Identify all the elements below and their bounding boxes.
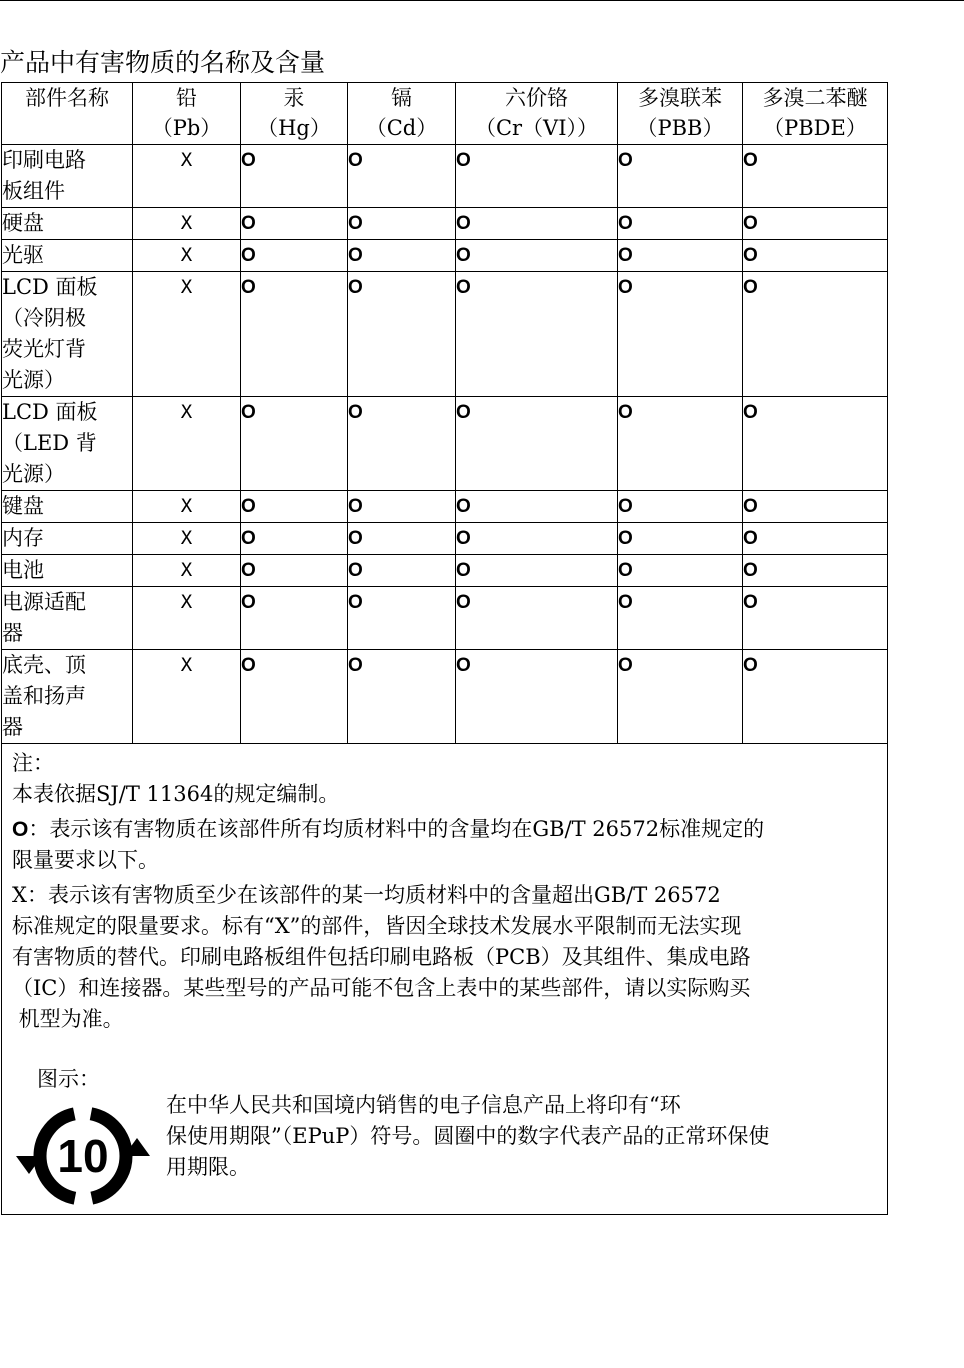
figure-label: 图示： bbox=[37, 1067, 100, 1091]
epup-recycle-icon bbox=[14, 1094, 152, 1214]
substance-mark-cr: O bbox=[456, 397, 618, 491]
substance-mark-cd: O bbox=[348, 145, 456, 208]
substance-mark-cd: O bbox=[348, 555, 456, 587]
substance-mark-pb: X bbox=[133, 272, 241, 397]
substance-mark-pb: X bbox=[133, 491, 241, 523]
substance-mark-pbb: O bbox=[618, 208, 743, 240]
substance-mark-pb: X bbox=[133, 587, 241, 650]
substance-mark-cd: O bbox=[348, 240, 456, 272]
table-row bbox=[2, 555, 888, 587]
substance-mark-cd: O bbox=[348, 272, 456, 397]
part-name-cell: 电源适配 器 bbox=[2, 587, 133, 650]
part-name-cell: 光驱 bbox=[2, 240, 133, 272]
o-symbol: O bbox=[12, 818, 29, 841]
substance-mark-hg: O bbox=[241, 240, 348, 272]
substance-mark-pbde: O bbox=[743, 272, 888, 397]
table-row bbox=[2, 272, 888, 397]
table-row bbox=[2, 523, 888, 555]
notes-cell bbox=[2, 744, 888, 1215]
top-rule bbox=[0, 0, 964, 1]
table-row bbox=[2, 240, 888, 272]
substance-mark-cr: O bbox=[456, 208, 618, 240]
substance-mark-pbb: O bbox=[618, 272, 743, 397]
substance-mark-pbde: O bbox=[743, 587, 888, 650]
substance-mark-cr: O bbox=[456, 272, 618, 397]
substance-mark-pbb: O bbox=[618, 523, 743, 555]
note-x-line: （IC）和连接器。某些型号的产品可能不包含上表中的某些部件，请以实际购买 bbox=[12, 976, 751, 1000]
part-name-cell: 印刷电路 板组件 bbox=[2, 145, 133, 208]
substance-mark-pb: X bbox=[133, 145, 241, 208]
note-o-line-2: 限量要求以下。 bbox=[12, 848, 159, 872]
part-name-cell: 键盘 bbox=[2, 491, 133, 523]
substance-mark-pbb: O bbox=[618, 240, 743, 272]
part-name-cell: LCD 面板 （LED 背 光源） bbox=[2, 397, 133, 491]
table-row bbox=[2, 650, 888, 744]
column-header: 铅 （Pb） bbox=[133, 83, 241, 145]
substance-mark-hg: O bbox=[241, 491, 348, 523]
substance-mark-cd: O bbox=[348, 650, 456, 744]
hazardous-substance-table bbox=[1, 82, 888, 1215]
substance-mark-cr: O bbox=[456, 587, 618, 650]
substance-mark-hg: O bbox=[241, 145, 348, 208]
part-name-cell: 底壳、顶 盖和扬声 器 bbox=[2, 650, 133, 744]
substance-mark-hg: O bbox=[241, 272, 348, 397]
substance-mark-cr: O bbox=[456, 523, 618, 555]
table-row bbox=[2, 397, 888, 491]
page-title: 产品中有害物质的名称及含量 bbox=[0, 48, 326, 77]
substance-mark-hg: O bbox=[241, 555, 348, 587]
substance-mark-cr: O bbox=[456, 555, 618, 587]
substance-mark-hg: O bbox=[241, 523, 348, 555]
substance-mark-pbb: O bbox=[618, 145, 743, 208]
table-row bbox=[2, 145, 888, 208]
substance-mark-cr: O bbox=[456, 240, 618, 272]
table-header-row bbox=[2, 83, 888, 145]
note-o-line-1: O：表示该有害物质在该部件所有均质材料中的含量均在GB/T 26572标准规定的 bbox=[12, 817, 765, 841]
notes-label: 注： bbox=[12, 751, 54, 775]
substance-mark-cr: O bbox=[456, 491, 618, 523]
substance-mark-pbde: O bbox=[743, 397, 888, 491]
note-x-line: 标准规定的限量要求。标有“X”的部件，皆因全球技术发展水平限制而无法实现 bbox=[12, 914, 742, 938]
substance-mark-pbb: O bbox=[618, 650, 743, 744]
epup-line: 用期限。 bbox=[166, 1155, 250, 1179]
substance-mark-pbde: O bbox=[743, 491, 888, 523]
column-header: 六价铬 （Cr（VI）） bbox=[456, 83, 618, 145]
substance-mark-pbde: O bbox=[743, 145, 888, 208]
note-x-line: X：表示该有害物质至少在该部件的某一均质材料中的含量超出GB/T 26572 bbox=[12, 883, 721, 907]
column-header: 部件名称 bbox=[2, 83, 133, 145]
substance-mark-hg: O bbox=[241, 397, 348, 491]
substance-mark-cr: O bbox=[456, 650, 618, 744]
part-name-cell: 电池 bbox=[2, 555, 133, 587]
substance-mark-pbb: O bbox=[618, 587, 743, 650]
part-name-cell: 硬盘 bbox=[2, 208, 133, 240]
part-name-cell: 内存 bbox=[2, 523, 133, 555]
substance-mark-cd: O bbox=[348, 208, 456, 240]
substance-mark-cr: O bbox=[456, 145, 618, 208]
substance-mark-pbde: O bbox=[743, 555, 888, 587]
substance-mark-hg: O bbox=[241, 587, 348, 650]
substance-mark-hg: O bbox=[241, 208, 348, 240]
substance-mark-pb: X bbox=[133, 650, 241, 744]
column-header: 镉 （Cd） bbox=[348, 83, 456, 145]
column-header: 多溴联苯 （PBB） bbox=[618, 83, 743, 145]
part-name-cell: LCD 面板 （冷阴极 荧光灯背 光源） bbox=[2, 272, 133, 397]
notes-text bbox=[12, 748, 872, 1035]
column-header: 汞 （Hg） bbox=[241, 83, 348, 145]
substance-mark-cd: O bbox=[348, 523, 456, 555]
note-x-line: 机型为准。 bbox=[12, 1007, 124, 1031]
table-row bbox=[2, 208, 888, 240]
note-x-line: 有害物质的替代。印刷电路板组件包括印刷电路板（PCB）及其组件、集成电路 bbox=[12, 945, 751, 969]
epup-description bbox=[166, 1090, 769, 1183]
substance-mark-pb: X bbox=[133, 240, 241, 272]
substance-mark-pb: X bbox=[133, 208, 241, 240]
substance-mark-pbb: O bbox=[618, 397, 743, 491]
substance-mark-cd: O bbox=[348, 397, 456, 491]
substance-mark-hg: O bbox=[241, 650, 348, 744]
substance-mark-cd: O bbox=[348, 587, 456, 650]
substance-mark-cd: O bbox=[348, 491, 456, 523]
substance-mark-pbde: O bbox=[743, 650, 888, 744]
substance-mark-pbde: O bbox=[743, 208, 888, 240]
substance-mark-pb: X bbox=[133, 397, 241, 491]
substance-mark-pb: X bbox=[133, 555, 241, 587]
epup-line: 保使用期限”（EPuP）符号。圆圈中的数字代表产品的正常环保使 bbox=[166, 1124, 770, 1148]
substance-mark-pb: X bbox=[133, 523, 241, 555]
notes-basis: 本表依据SJ/T 11364的规定编制。 bbox=[12, 782, 340, 806]
table-row bbox=[2, 491, 888, 523]
table-row bbox=[2, 587, 888, 650]
substance-mark-pbde: O bbox=[743, 240, 888, 272]
epup-line: 在中华人民共和国境内销售的电子信息产品上将印有“环 bbox=[166, 1093, 681, 1117]
epup-number: 10 bbox=[57, 1130, 109, 1182]
column-header: 多溴二苯醚 （PBDE） bbox=[743, 83, 888, 145]
substance-mark-pbde: O bbox=[743, 523, 888, 555]
substance-mark-pbb: O bbox=[618, 491, 743, 523]
substance-mark-pbb: O bbox=[618, 555, 743, 587]
